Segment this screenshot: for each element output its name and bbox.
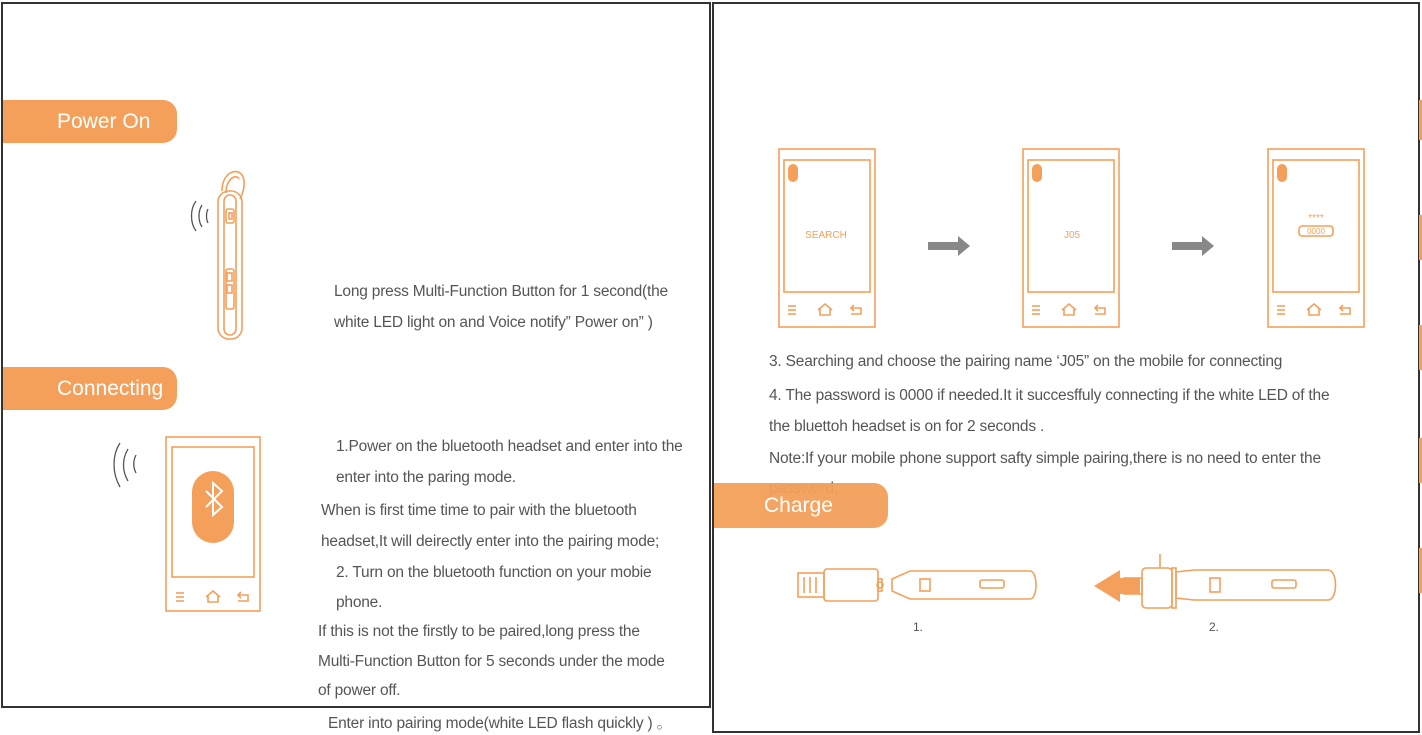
arrow-right-icon — [1172, 236, 1216, 256]
connecting-line-3: When is first time time to pair with the bluetooth — [321, 502, 637, 519]
power-on-heading-text: Power On — [57, 109, 151, 133]
connecting-line-6: phone. — [336, 594, 383, 611]
connecting-line-2: enter into the paring mode. — [336, 469, 516, 486]
arrow-right-icon — [928, 236, 972, 256]
sound-wave-icon — [114, 443, 136, 487]
usb-plug-icon — [794, 565, 1044, 609]
connecting-heading-text: Connecting — [57, 376, 164, 400]
phone-screen-j05: J05 — [1063, 230, 1081, 241]
arrow-left-icon — [1094, 570, 1140, 602]
pairing-line-4: Note:If your mobile phone support safty simple pairing,there is no need to enter the — [769, 450, 1321, 467]
charge-heading-text: Charge — [764, 493, 833, 517]
phone-j05-illustration — [1022, 148, 1122, 330]
connecting-line-9: of power off. — [318, 682, 401, 699]
connecting-line-5: 2. Turn on the bluetooth function on your mobie — [336, 564, 652, 581]
pairing-line-3: the bluettoh headset is on for 2 seconds . — [769, 418, 1045, 435]
headset-icon — [180, 165, 260, 345]
phone-password-illustration — [1267, 148, 1367, 330]
power-on-line-1: Long press Multi-Function Button for 1 second(the — [334, 283, 668, 300]
power-on-heading — [3, 100, 177, 143]
phone-search-illustration — [778, 148, 878, 330]
connecting-heading — [3, 367, 177, 410]
pairing-line-1: 3. Searching and choose the pairing name ‘J05” on the mobile for connecting — [769, 353, 1283, 370]
charge-step-2-label: 2. — [1209, 620, 1219, 634]
sound-wave-icon — [192, 201, 209, 231]
phone-screen-code: 0000 — [1307, 227, 1325, 236]
charge-step-2-illustration — [1094, 548, 1344, 612]
pairing-line-2: 4. The password is 0000 if needed.It it succesffuly connecting if the white LED of the — [769, 387, 1330, 404]
power-on-line-2: white LED light on and Voice notify” Power on” ) — [334, 314, 653, 331]
connecting-line-7: If this is not the firstly to be paired,long press the — [318, 623, 640, 640]
connecting-line-4: headset,It will deirectly enter into the pairing mode; — [321, 533, 660, 550]
phone-screen-stars: **** — [1308, 213, 1324, 224]
connecting-line-10: Enter into pairing mode(white LED flash quickly ) 。 — [328, 715, 672, 732]
charge-heading — [714, 483, 888, 528]
phone-bluetooth-illustration — [110, 435, 270, 615]
connecting-line-1: 1.Power on the bluetooth headset and enter into the — [336, 438, 683, 455]
charge-step-1-label: 1. — [913, 620, 923, 634]
phone-screen-search: SEARCH — [805, 230, 847, 241]
connecting-line-8: Multi-Function Button for 5 seconds under the mode — [318, 653, 665, 670]
